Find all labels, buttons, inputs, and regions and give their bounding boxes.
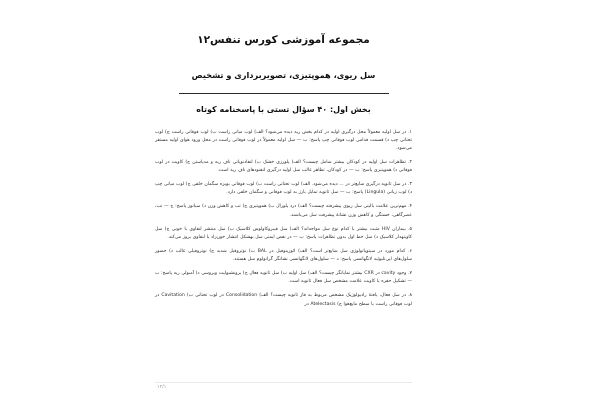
question-item: ۵. بیماران HIV مثبت بیشتر با کدام نوع سل مواجه‌اند؟ الف) سل فیبروکاولوس کلاسیک ب) سل منتشر لنفاوی با خونی ج) سل کاویتهدار کلاسیک د) سل خط اول بدون تظاهرات پاسخ: ب — در نقص ایمنی سل بهشکل انتشار خون‌زاد یا لنفاوی بروز می‌کند. xyxy=(155,226,412,240)
page-title: مجموعه آموزشی کورس تنفس۱۲ xyxy=(197,34,370,46)
question-item: ۱. در سل اولیه معمولاً محل درگیری اولیه در کدام بخش ریه دیده می‌شود؟ الف) لوب میانی راست ب) لوب فوقانی راست ج) لوب تحتانی چپ د) قسمت قدامی لوب فوقانی چپ پاسخ: ب — سل اولیه معمولاً در لوب فوقانی راست در محل ورود هوای اولیه مستقر می‌شود. xyxy=(155,129,412,151)
question-item: ۸. در سل فعال، یافتهٔ رادیولوژیک مشخص مربوط به فاز ثانویه چیست؟ الف) Consolidation در لوب تحتانی ب) Cavitation در لوب فوقانی راست با سطح مایع‌هوا ج) Atelectasis در xyxy=(155,293,413,307)
page-footer xyxy=(155,382,412,392)
question-item: ۲. تظاهرات سل اولیه در کودکان بیشتر شامل چیست؟ الف) پلورزی خشک ب) لنفادنوپاتی ناف ریه و مدیاستن ج) کاویت در لوب فوقانی د) هموپتیزی پاسخ: ب — در کودکان، تظاهر غالب سل اولیه درگیری لنفنودهای ناف ریه است. xyxy=(155,159,412,173)
footer-divider xyxy=(155,382,412,383)
page-number: ۱۲/۱ xyxy=(157,385,167,391)
question-item: ۳. در سل ثانویه درگیری شایع‌تر در ... دیده می‌شود. الف) لوب تحتانی راست ب) لوب فوقانی بویژه سگمان خلفی ج) لوب میانی چپ د) لوب زبانی (Lingula) پاسخ: ب — سل ثانویه تمایل بارز به لوب فوقانی و سگمان خلفی دارد. xyxy=(155,182,412,196)
question-item: ۶. کدام مورد در سیتوپاتولوژی سل شایع‌تر است؟ الف) ائوزینوفیل در BAL ب) نوتروفیل شدید ج) نوتروفیلی غالب د) حضور سلول‌های اپی‌تلیوئید لانگهانسی پاسخ: د — سلول‌های لانگهانسی نشانگر گرانولوم سل هستند. xyxy=(155,248,412,262)
question-item: ۴. مهم‌ترین علامت بالینی سل ریوی پیشرفته چیست؟ الف) درد پلورال ب) هموپتیزی ج) تب و کاهش وزن د) سیانوز پاسخ: ج — تب، عصرگاهی، خستگی و کاهش وزن نشانهٔ پیشرفت سل می‌باشند. xyxy=(155,204,412,218)
section-heading: بخش اول: ۴۰ سؤال تستی با پاسخنامه کوتاه xyxy=(196,105,371,115)
question-item: ۷. وجود cavity در CXR بیشتر نمایانگر چیست؟ الف) سل اولیه ب) سل ثانویه فعال ج) برونشیولیت ویروسی د) آمبولی ریه پاسخ: ب — تشکیل حفره یا کاویت علامت مشخص سل فعال ثانویه است. xyxy=(155,271,412,285)
page-content xyxy=(155,0,412,400)
page-subtitle: سل ریوی، هموپتیزی، تصویربرداری و تشخیص xyxy=(191,69,376,80)
question-list xyxy=(155,116,412,309)
